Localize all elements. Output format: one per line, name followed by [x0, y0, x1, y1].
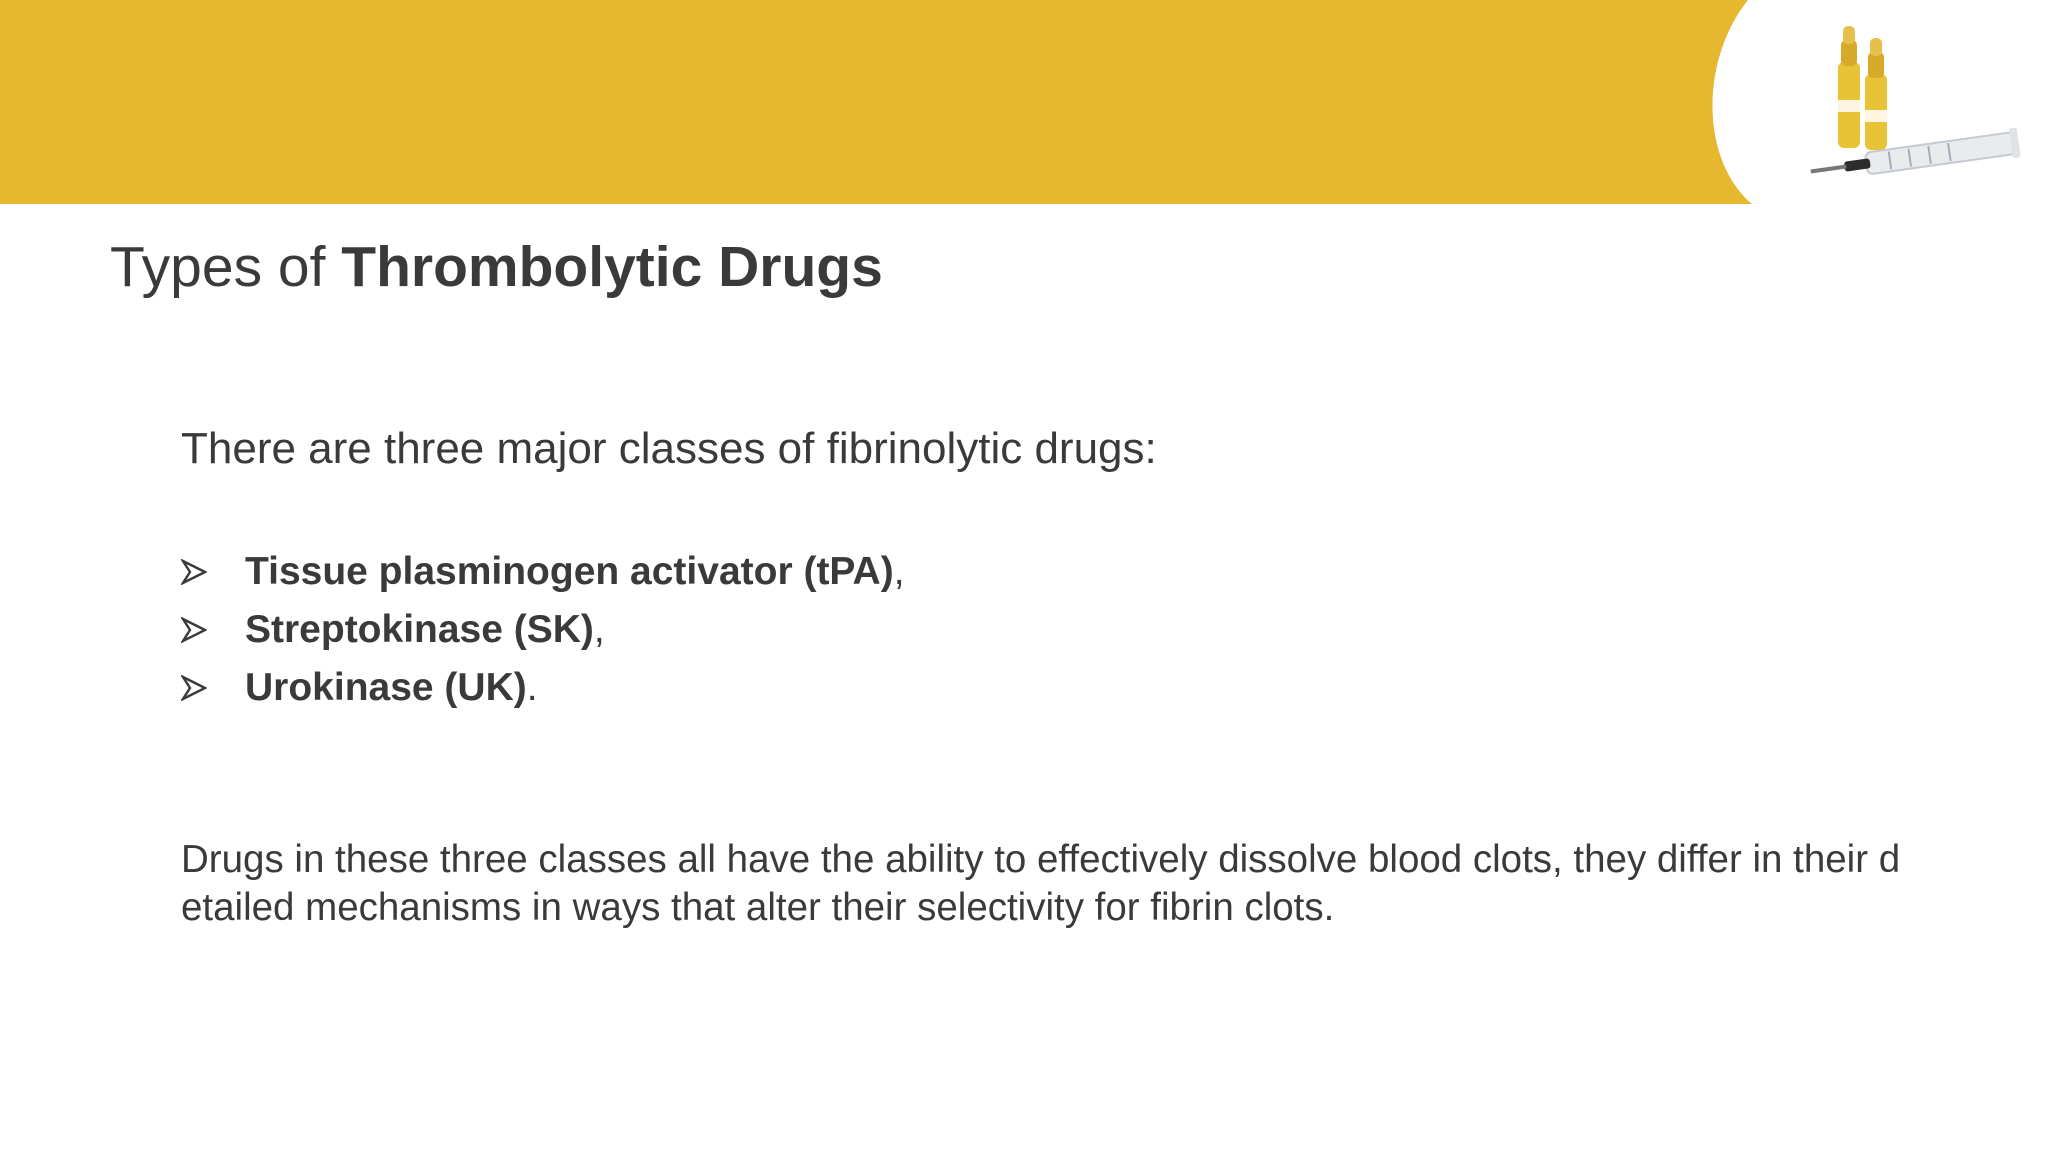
ampoules-and-syringe-icon: [1809, 26, 2021, 186]
drug-punct: ,: [593, 608, 605, 651]
list-item: [181, 543, 905, 601]
intro-text: There are three major classes of fibrinolytic drugs:: [181, 424, 1157, 473]
drug-name: Streptokinase (SK): [245, 608, 594, 651]
arrowhead-bullet-icon: [181, 559, 245, 585]
list-item: [181, 601, 905, 659]
drug-class-list: [181, 543, 905, 717]
drug-name: Tissue plasminogen activator (tPA): [245, 550, 894, 593]
drug-punct: ,: [893, 550, 905, 593]
paragraph-line-1: Drugs in these three classes all have the ability to effectively dissolve blood clots, they differ in their d: [181, 838, 1901, 881]
header-banner: [0, 0, 2048, 204]
drug-name: Urokinase (UK): [245, 666, 527, 709]
list-item: [181, 659, 905, 717]
drug-punct: .: [526, 666, 538, 709]
paragraph-line-2: etailed mechanisms in ways that alter their selectivity for fibrin clots.: [181, 886, 1335, 929]
arrowhead-bullet-icon: [181, 675, 245, 701]
title-prefix: Types of: [110, 235, 342, 299]
arrowhead-bullet-icon: [181, 617, 245, 643]
title-emphasis: Thrombolytic Drugs: [341, 235, 883, 299]
description-paragraph: [181, 836, 1971, 932]
slide-title: [110, 232, 883, 302]
